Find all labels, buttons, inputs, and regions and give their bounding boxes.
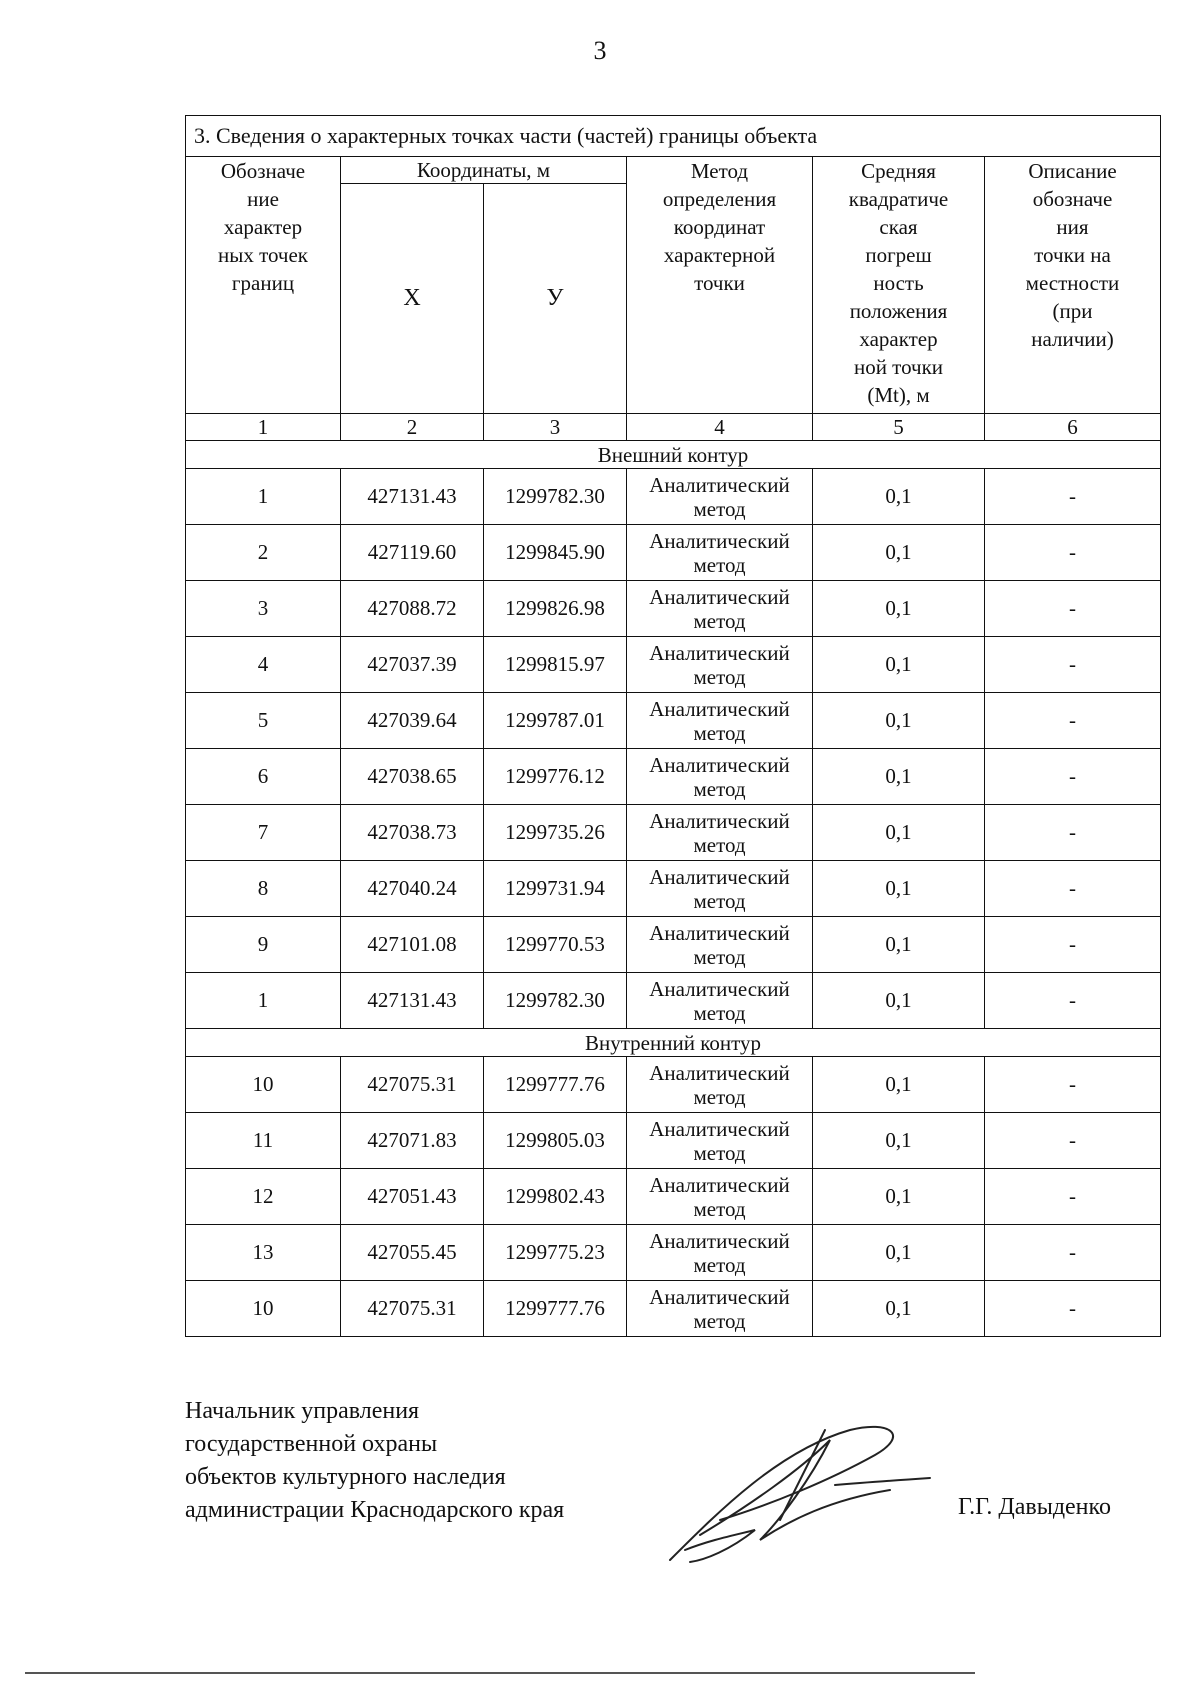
method-cell <box>627 1281 813 1337</box>
method-line: метод <box>693 832 746 857</box>
header-line: ной точки <box>853 355 944 379</box>
y-coordinate-cell: 1299782.30 <box>484 973 627 1029</box>
y-coordinate-cell: 1299802.43 <box>484 1169 627 1225</box>
table-caption: 3. Сведения о характерных точках части (частей) границы объекта <box>186 116 1161 157</box>
method-cell <box>627 1225 813 1281</box>
header-y: У <box>484 184 627 414</box>
x-coordinate-cell: 427039.64 <box>341 693 484 749</box>
table-row <box>186 1169 1161 1225</box>
table-row <box>186 469 1161 525</box>
header-line: местности <box>1025 271 1120 295</box>
table-row <box>186 637 1161 693</box>
method-line: Аналитический <box>649 472 790 497</box>
method-cell <box>627 749 813 805</box>
point-number-cell: 2 <box>186 525 341 581</box>
method-line: метод <box>693 944 746 969</box>
method-line: метод <box>693 1000 746 1025</box>
header-line: (Mt), м <box>867 383 930 407</box>
header-line: точки на <box>1034 243 1111 267</box>
method-line: метод <box>693 1308 746 1333</box>
y-coordinate-cell: 1299776.12 <box>484 749 627 805</box>
mt-cell: 0,1 <box>813 1281 985 1337</box>
point-number-cell: 13 <box>186 1225 341 1281</box>
header-coordinates: Координаты, м <box>341 157 627 184</box>
y-coordinate-cell: 1299770.53 <box>484 917 627 973</box>
handwritten-signature <box>660 1410 960 1570</box>
x-coordinate-cell: 427119.60 <box>341 525 484 581</box>
method-line: Аналитический <box>649 584 790 609</box>
description-cell: - <box>985 749 1161 805</box>
column-number: 3 <box>484 414 627 441</box>
mt-cell: 0,1 <box>813 1225 985 1281</box>
y-coordinate-cell: 1299782.30 <box>484 469 627 525</box>
header-line: положения <box>849 299 948 323</box>
header-line: границ <box>231 271 295 295</box>
point-number-cell: 1 <box>186 469 341 525</box>
mt-cell: 0,1 <box>813 1057 985 1113</box>
header-description <box>985 157 1161 414</box>
method-line: метод <box>693 552 746 577</box>
point-number-cell: 3 <box>186 581 341 637</box>
y-coordinate-cell: 1299826.98 <box>484 581 627 637</box>
method-line: метод <box>693 720 746 745</box>
description-cell: - <box>985 805 1161 861</box>
point-number-cell: 4 <box>186 637 341 693</box>
header-line: Обозначе <box>220 159 306 183</box>
method-line: Аналитический <box>649 1116 790 1141</box>
method-cell <box>627 805 813 861</box>
table-row <box>186 525 1161 581</box>
method-cell <box>627 973 813 1029</box>
header-line: погреш <box>865 243 932 267</box>
header-line: характер <box>223 215 303 239</box>
y-coordinate-cell: 1299815.97 <box>484 637 627 693</box>
header-line: ская <box>879 215 918 239</box>
point-number-cell: 1 <box>186 973 341 1029</box>
mt-cell: 0,1 <box>813 861 985 917</box>
description-cell: - <box>985 469 1161 525</box>
column-number: 6 <box>985 414 1161 441</box>
mt-cell: 0,1 <box>813 693 985 749</box>
header-line: ние <box>247 187 279 211</box>
description-cell: - <box>985 1057 1161 1113</box>
header-line: Описание <box>1028 159 1117 183</box>
point-number-cell: 12 <box>186 1169 341 1225</box>
description-cell: - <box>985 973 1161 1029</box>
header-line: ность <box>873 271 924 295</box>
method-line: Аналитический <box>649 1228 790 1253</box>
method-line: метод <box>693 496 746 521</box>
mt-cell: 0,1 <box>813 805 985 861</box>
method-cell <box>627 1169 813 1225</box>
x-coordinate-cell: 427038.73 <box>341 805 484 861</box>
position-line: администрации Краснодарского края <box>185 1497 565 1523</box>
point-number-cell: 6 <box>186 749 341 805</box>
method-cell <box>627 917 813 973</box>
table-row <box>186 1113 1161 1169</box>
description-cell: - <box>985 1113 1161 1169</box>
point-number-cell: 5 <box>186 693 341 749</box>
x-coordinate-cell: 427051.43 <box>341 1169 484 1225</box>
method-cell <box>627 693 813 749</box>
section-title: Внутренний контур <box>186 1029 1161 1057</box>
table-row <box>186 1281 1161 1337</box>
description-cell: - <box>985 917 1161 973</box>
characteristic-points-table <box>185 115 1161 1337</box>
column-number: 5 <box>813 414 985 441</box>
description-cell: - <box>985 525 1161 581</box>
mt-cell: 0,1 <box>813 749 985 805</box>
method-line: метод <box>693 1196 746 1221</box>
method-line: метод <box>693 1140 746 1165</box>
mt-cell: 0,1 <box>813 525 985 581</box>
mt-cell: 0,1 <box>813 469 985 525</box>
method-line: Аналитический <box>649 640 790 665</box>
header-designation <box>186 157 341 414</box>
table-row <box>186 805 1161 861</box>
section-header-row <box>186 1029 1161 1057</box>
header-line: наличии) <box>1031 327 1114 351</box>
method-cell <box>627 861 813 917</box>
y-coordinate-cell: 1299845.90 <box>484 525 627 581</box>
description-cell: - <box>985 1225 1161 1281</box>
method-line: метод <box>693 1084 746 1109</box>
y-coordinate-cell: 1299731.94 <box>484 861 627 917</box>
position-line: Начальник управления <box>185 1398 420 1424</box>
table-row <box>186 749 1161 805</box>
x-coordinate-cell: 427131.43 <box>341 469 484 525</box>
header-line: Средняя <box>861 159 936 183</box>
method-line: метод <box>693 776 746 801</box>
method-line: Аналитический <box>649 752 790 777</box>
x-coordinate-cell: 427055.45 <box>341 1225 484 1281</box>
x-coordinate-cell: 427038.65 <box>341 749 484 805</box>
header-line: квадратиче <box>848 187 949 211</box>
header-line: Метод <box>690 159 749 183</box>
method-line: Аналитический <box>649 1284 790 1309</box>
mt-cell: 0,1 <box>813 581 985 637</box>
table-row <box>186 1225 1161 1281</box>
mt-cell: 0,1 <box>813 973 985 1029</box>
y-coordinate-cell: 1299777.76 <box>484 1057 627 1113</box>
method-line: Аналитический <box>649 808 790 833</box>
method-line: Аналитический <box>649 864 790 889</box>
header-x: X <box>341 184 484 414</box>
y-coordinate-cell: 1299775.23 <box>484 1225 627 1281</box>
method-cell <box>627 1113 813 1169</box>
point-number-cell: 8 <box>186 861 341 917</box>
method-line: Аналитический <box>649 1060 790 1085</box>
x-coordinate-cell: 427075.31 <box>341 1281 484 1337</box>
method-line: Аналитический <box>649 920 790 945</box>
position-line: государственной охраны <box>185 1431 438 1457</box>
header-line: характер <box>859 327 938 351</box>
method-line: Аналитический <box>649 528 790 553</box>
position-line: объектов культурного наследия <box>185 1464 506 1490</box>
mt-cell: 0,1 <box>813 917 985 973</box>
column-number: 4 <box>627 414 813 441</box>
method-cell <box>627 1057 813 1113</box>
table-row <box>186 861 1161 917</box>
method-line: метод <box>693 664 746 689</box>
header-method <box>627 157 813 414</box>
mt-cell: 0,1 <box>813 1169 985 1225</box>
method-line: Аналитический <box>649 696 790 721</box>
method-line: метод <box>693 1252 746 1277</box>
table-row <box>186 917 1161 973</box>
point-number-cell: 11 <box>186 1113 341 1169</box>
header-line: определения <box>662 187 777 211</box>
header-line: обозначе <box>1032 187 1113 211</box>
column-number-row <box>186 414 1161 441</box>
header-accuracy <box>813 157 985 414</box>
x-coordinate-cell: 427075.31 <box>341 1057 484 1113</box>
table-row <box>186 1057 1161 1113</box>
table-row <box>186 973 1161 1029</box>
method-cell <box>627 525 813 581</box>
bottom-rule <box>25 1672 975 1674</box>
description-cell: - <box>985 693 1161 749</box>
column-number: 1 <box>186 414 341 441</box>
signatory-name: Г.Г. Давыденко <box>958 1494 1111 1520</box>
description-cell: - <box>985 861 1161 917</box>
description-cell: - <box>985 1281 1161 1337</box>
table-row <box>186 581 1161 637</box>
method-line: метод <box>693 608 746 633</box>
x-coordinate-cell: 427037.39 <box>341 637 484 693</box>
header-line: (при <box>1052 299 1093 323</box>
signatory-position <box>185 1395 564 1527</box>
y-coordinate-cell: 1299787.01 <box>484 693 627 749</box>
x-coordinate-cell: 427088.72 <box>341 581 484 637</box>
x-coordinate-cell: 427131.43 <box>341 973 484 1029</box>
method-line: Аналитический <box>649 976 790 1001</box>
description-cell: - <box>985 581 1161 637</box>
method-cell <box>627 581 813 637</box>
section-header-row <box>186 441 1161 469</box>
header-line: точки <box>694 271 745 295</box>
point-number-cell: 10 <box>186 1057 341 1113</box>
header-line: характерной <box>663 243 776 267</box>
x-coordinate-cell: 427040.24 <box>341 861 484 917</box>
mt-cell: 0,1 <box>813 637 985 693</box>
header-line: ния <box>1056 215 1089 239</box>
description-cell: - <box>985 1169 1161 1225</box>
method-cell <box>627 469 813 525</box>
y-coordinate-cell: 1299777.76 <box>484 1281 627 1337</box>
header-line: координат <box>673 215 766 239</box>
header-line: ных точек <box>217 243 309 267</box>
method-cell <box>627 637 813 693</box>
mt-cell: 0,1 <box>813 1113 985 1169</box>
point-number-cell: 7 <box>186 805 341 861</box>
page-number: 3 <box>593 36 607 65</box>
x-coordinate-cell: 427071.83 <box>341 1113 484 1169</box>
section-title: Внешний контур <box>186 441 1161 469</box>
method-line: Аналитический <box>649 1172 790 1197</box>
description-cell: - <box>985 637 1161 693</box>
point-number-cell: 9 <box>186 917 341 973</box>
y-coordinate-cell: 1299805.03 <box>484 1113 627 1169</box>
table-row <box>186 693 1161 749</box>
y-coordinate-cell: 1299735.26 <box>484 805 627 861</box>
point-number-cell: 10 <box>186 1281 341 1337</box>
method-line: метод <box>693 888 746 913</box>
x-coordinate-cell: 427101.08 <box>341 917 484 973</box>
column-number: 2 <box>341 414 484 441</box>
